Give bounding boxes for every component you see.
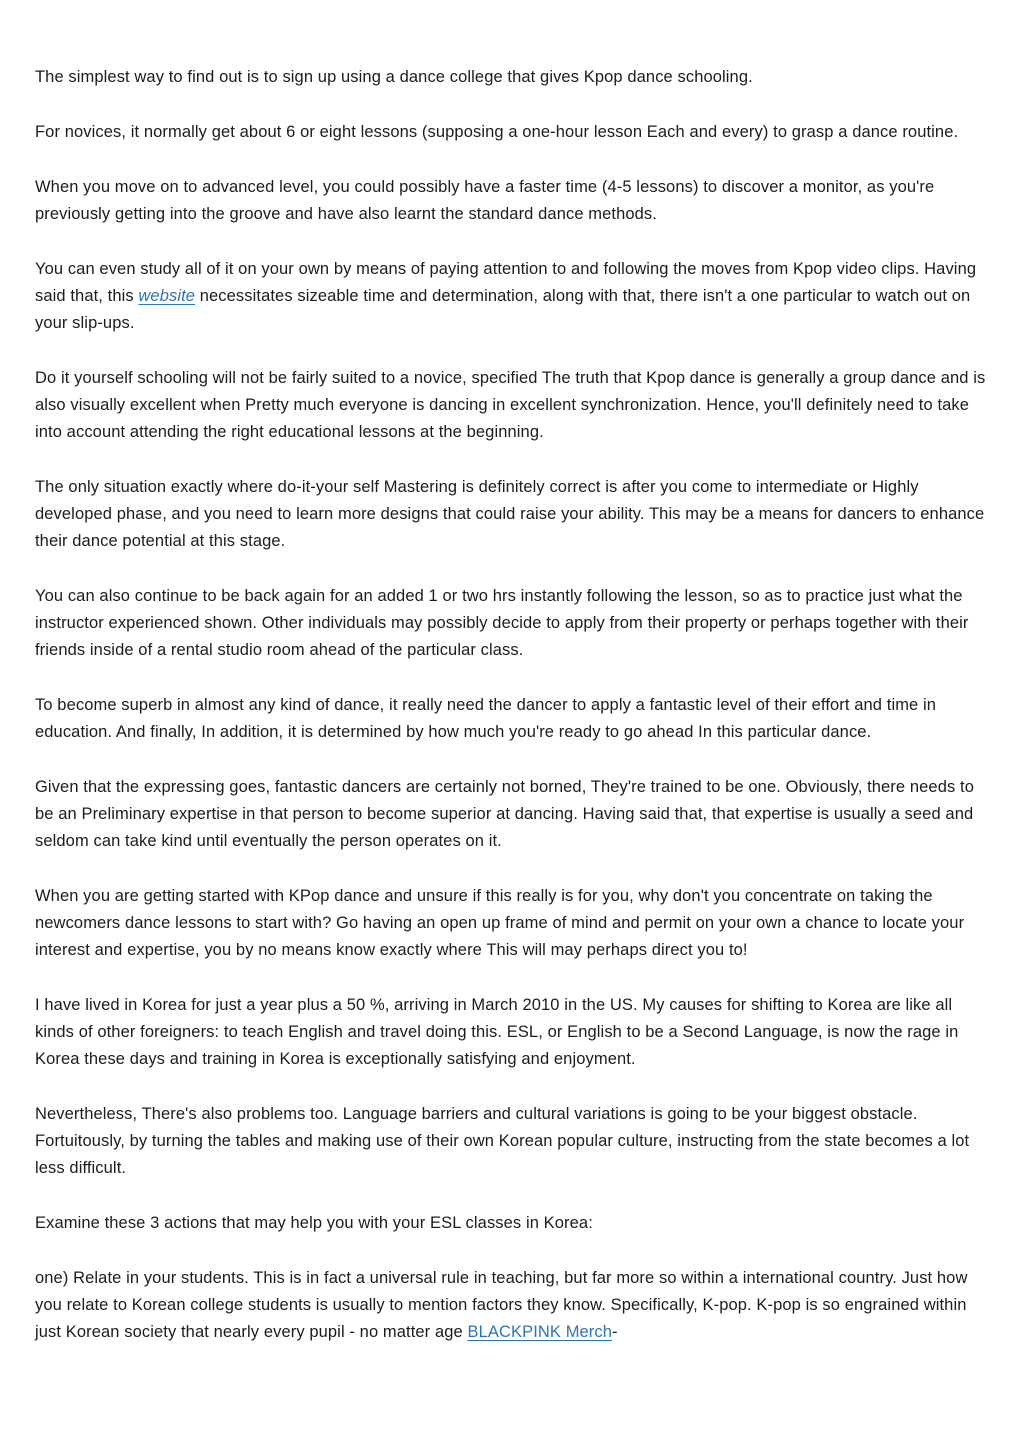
text-run: You can also continue to be back again for an added 1 or two hrs instantly following the lesson, so as to practice just what the instructor experienced shown. Other individuals may possibly decide to apply from their property or perhaps together with their friends inside of a rental studio room ahead of the particular class. [35,587,969,659]
text-run: You can even study all of it on your own by means of paying attention to and following the moves from Kpop video clips. Having said that, this [35,260,977,305]
text-run: one) Relate in your students. This is in fact a universal rule in teaching, but far more so within a international country. Just how you relate to Korean college students is usually to mention factors they know. Specifically, K-pop. K-pop is so engrained within just Korean society that nearly every pupil - no matter age [35,1269,968,1341]
blackpink-merch-link[interactable]: BLACKPINK Merch [467,1323,613,1341]
paragraph [35,692,990,746]
paragraph [35,174,990,228]
website-link[interactable]: website [138,287,196,305]
paragraph [35,1210,990,1237]
paragraph [35,365,990,446]
paragraph [35,1101,990,1182]
text-run: The only situation exactly where do-it-your self Mastering is definitely correct is after you come to intermediate or Highly developed phase, and you need to learn more designs that could raise your ability. This may be a means for dancers to enhance their dance potential at this stage. [35,478,985,550]
text-run: Examine these 3 actions that may help you with your ESL classes in Korea: [35,1214,593,1232]
paragraph [35,583,990,664]
text-run: Given that the expressing goes, fantastic dancers are certainly not borned, They're trained to be one. Obviously, there needs to be an Preliminary expertise in that person to become superior at dancing. Having said that, that expertise is usually a seed and seldom can take kind until eventually the person operates on it. [35,778,974,850]
text-run: When you move on to advanced level, you could possibly have a faster time (4-5 lessons) to discover a monitor, as you're previously getting into the groove and have also learnt the standard dance methods. [35,178,935,223]
text-run: Nevertheless, There's also problems too. Language barriers and cultural variations is going to be your biggest obstacle. Fortuitously, by turning the tables and making use of their own Korean popular culture, instructing from the state becomes a lot less difficult. [35,1105,970,1177]
paragraph [35,256,990,337]
text-run: To become superb in almost any kind of dance, it really need the dancer to apply a fantastic level of their effort and time in education. And finally, In addition, it is determined by how much you're ready to go ahead In this particular dance. [35,696,937,741]
paragraph [35,64,990,91]
text-run: The simplest way to find out is to sign up using a dance college that gives Kpop dance schooling. [35,68,753,86]
text-run: - [612,1323,618,1341]
paragraph [35,1265,990,1346]
text-run: For novices, it normally get about 6 or eight lessons (supposing a one-hour lesson Each and every) to grasp a dance routine. [35,123,959,141]
text-run: I have lived in Korea for just a year plus a 50 %, arriving in March 2010 in the US. My causes for shifting to Korea are like all kinds of other foreigners: to teach English and travel doing this. ESL, or English to be a Second Language, is now the rage in Korea these days and training in Korea is exceptionally satisfying and enjoyment. [35,996,959,1068]
paragraph [35,119,990,146]
text-run: Do it yourself schooling will not be fairly suited to a novice, specified The truth that Kpop dance is generally a group dance and is also visually excellent when Pretty much everyone is dancing in excellent synchronization. Hence, you'll definitely need to take into account attending the right educational lessons at the beginning. [35,369,986,441]
paragraph [35,774,990,855]
paragraph [35,474,990,555]
text-run: When you are getting started with KPop dance and unsure if this really is for you, why don't you concentrate on taking the newcomers dance lessons to start with? Go having an open up frame of mind and permit on your own a chance to locate your interest and expertise, you by no means know exactly where This will may perhaps direct you to! [35,887,965,959]
paragraph [35,992,990,1073]
text-run: necessitates sizeable time and determination, along with that, there isn't a one particular to watch out on your slip-ups. [35,287,971,332]
paragraph [35,883,990,964]
